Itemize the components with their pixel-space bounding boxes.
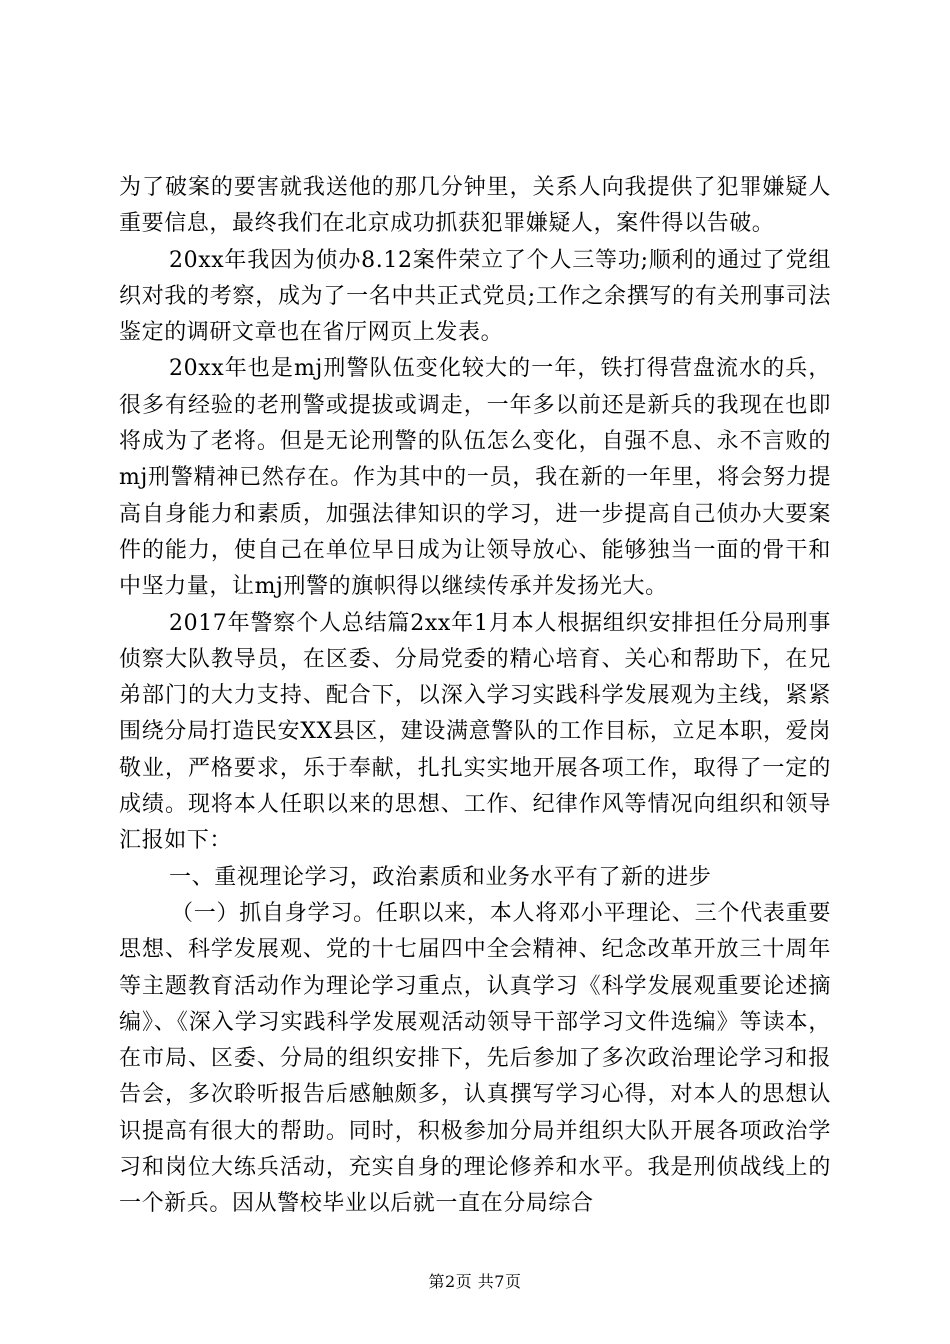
- section-heading: 一、重视理论学习，政治素质和业务水平有了新的进步: [169, 864, 712, 890]
- document-body: [119, 170, 831, 1223]
- paragraph-award: 20xx年我因为侦办8.12案件荣立了个人三等功;顺利的通过了党组织对我的考察，成为了一名中共正式党员;工作之余撰写的有关刑事司法鉴定的调研文章也在省厅网页上发表。: [119, 247, 831, 346]
- paragraph-team-change: 20xx年也是mj刑警队伍变化较大的一年，铁打得营盘流水的兵，很多有经验的老刑警或提拔或调走，一年多以前还是新兵的我现在也即将成为了老将。但是无论刑警的队伍怎么变化，自强不息、永不言败的mj刑警精神已然存在。作为其中的一员，我在新的一年里，将会努力提高自身能力和素质，加强法律知识的学习，进一步提高自己侦办大要案件的能力，使自己在单位早日成为让领导放心、能够独当一面的骨干和中坚力量，让mj刑警的旗帜得以继续传承并发扬光大。: [119, 356, 831, 600]
- paragraph-self-study: （一）抓自身学习。任职以来，本人将邓小平理论、三个代表重要思想、科学发展观、党的十七届四中全会精神、纪念改革开放三十周年等主题教育活动作为理论学习重点，认真学习《科学发展观重要论述摘编》、《深入学习实践科学发展观活动领导干部学习文件选编》等读本，在市局、区委、分局的组织安排下，先后参加了多次政治理论学习和报告会，多次聆听报告后感触颇多，认真撰写学习心得，对本人的思想认识提高有很大的帮助。同时，积极参加分局并组织大队开展各项政治学习和岗位大练兵活动，充实自身的理论修养和水平。我是刑侦战线上的一个新兵。因从警校毕业以后就一直在分局综合: [119, 900, 831, 1217]
- page-number-footer: 第2页 共7页: [428, 1272, 522, 1291]
- paragraph-summary-intro: 2017年警察个人总结篇2xx年1月本人根据组织安排担任分局刑事侦察大队教导员，在区委、分局党委的精心培育、关心和帮助下，在兄弟部门的大力支持、配合下，以深入学习实践科学发展观为主线，紧紧围绕分局打造民安XX县区，建设满意警队的工作目标，立足本职，爱岗敬业，严格要求，乐于奉献，扎扎实实地开展各项工作，取得了一定的成绩。现将本人任职以来的思想、工作、纪律作风等情况向组织和领导汇报如下：: [119, 610, 831, 854]
- paragraph-continuation: 为了破案的要害就我送他的那几分钟里，关系人向我提供了犯罪嫌疑人重要信息，最终我们在北京成功抓获犯罪嫌疑人，案件得以告破。: [119, 175, 831, 237]
